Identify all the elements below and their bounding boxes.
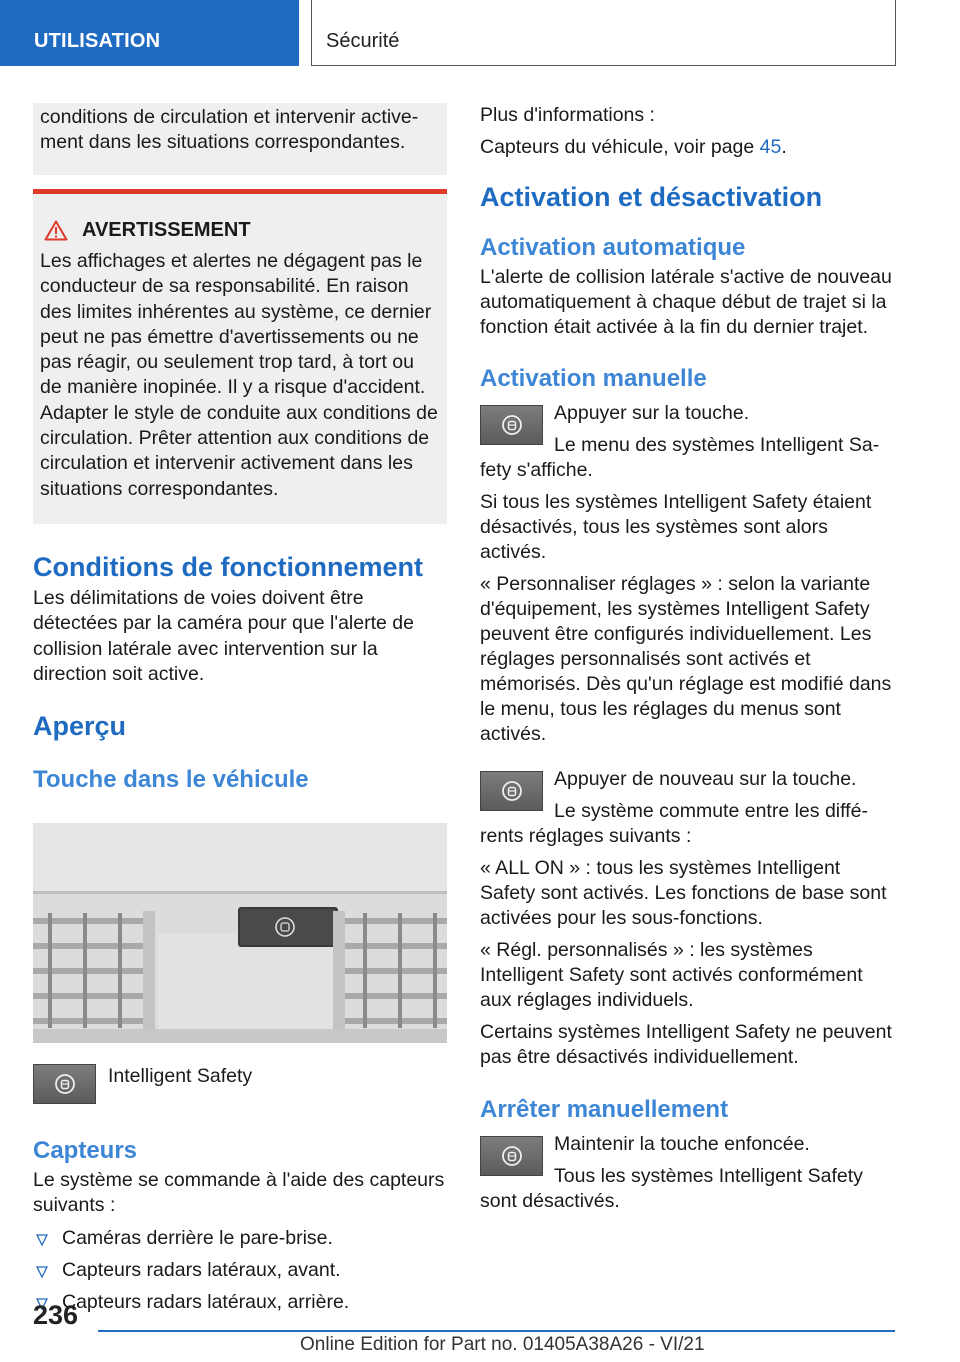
- auto-activation-heading: Activation automatique: [480, 234, 746, 261]
- intelligent-safety-icon: [480, 771, 543, 811]
- topic-title: Sécurité: [326, 30, 400, 52]
- triangle-bullet-icon: [36, 1234, 48, 1246]
- stop-line-2: Tous les systèmes Intelligent Safety sont désactivés.: [480, 1165, 863, 1212]
- topic-tab: [311, 0, 896, 66]
- page-link[interactable]: 45: [759, 136, 782, 158]
- stop-line-1: Maintenir la touche enfoncée.: [554, 1133, 810, 1155]
- manual-activation-heading: Activation manuelle: [480, 365, 707, 392]
- list-item: Caméras derrière le pare-brise.: [33, 1226, 447, 1251]
- warning-title: AVERTISSEMENT: [82, 219, 251, 241]
- right-column: [480, 103, 896, 1214]
- manual-step-2-line-2: Le système commute entre les différents réglages suivants :: [480, 800, 868, 847]
- dashboard-illustration: [33, 823, 447, 1043]
- auto-activation-text: L'alerte de collision latérale s'active de nouveau automatiquement à chaque début de trajet si la fonction était activée à la fin du dernier trajet.: [480, 266, 892, 338]
- warning-header: [40, 218, 440, 243]
- page-number: 236: [33, 1300, 79, 1330]
- intelligent-safety-label: Intelligent Safety: [108, 1065, 253, 1088]
- footer-divider: [98, 1330, 895, 1332]
- manual-step-1-line-1: Appuyer sur la touche.: [554, 402, 750, 424]
- intelligent-safety-icon: [33, 1064, 96, 1104]
- manual-paragraph-1: Si tous les systèmes Intelligent Safety étaient désactivés, tous les systèmes sont alors activés.: [480, 491, 872, 563]
- left-column: [33, 103, 447, 1322]
- manual-paragraph-5: Certains systèmes Intelligent Safety ne peuvent pas être désactivés individuellement.: [480, 1021, 892, 1068]
- list-item: Capteurs radars latéraux, arrière.: [33, 1290, 447, 1315]
- more-info-label: Plus d'informations :: [480, 104, 655, 126]
- button-section-heading: Touche dans le véhicule: [33, 766, 309, 794]
- stop-step: [480, 1132, 896, 1214]
- stop-heading: Arrêter manuellement: [480, 1096, 729, 1123]
- conditions-text: Les délimitations de voies doivent être détectées par la caméra pour que l'alerte de collision latérale avec intervention sur la direction soit active.: [33, 586, 414, 685]
- sensors-reference: Capteurs du véhicule, voir page 45.: [480, 136, 787, 158]
- vehicle-button-photo: [33, 823, 447, 1043]
- sensors-text: Le système se commande à l'aide des capteurs suivants :: [33, 1169, 445, 1217]
- manual-step-1-line-2: Le menu des systèmes Intelligent Safety s'affiche.: [480, 434, 880, 481]
- intro-box: [33, 103, 447, 175]
- manual-step-1: [480, 401, 896, 483]
- manual-paragraph-3: « ALL ON » : tous les systèmes Intelligent Safety sont activés. Les fonctions de base sont activées pour les sous-fonctions.: [480, 857, 887, 929]
- manual-step-2: [480, 767, 896, 849]
- intelligent-safety-legend: [33, 1064, 447, 1106]
- triangle-bullet-icon: [36, 1266, 48, 1278]
- manual-paragraph-4: « Régl. personnalisés » : les systèmes Intelligent Safety sont activés conformément aux réglages individuels.: [480, 939, 863, 1011]
- conditions-heading: Conditions de fonctionnement: [33, 551, 423, 582]
- list-item: Capteurs radars latéraux, avant.: [33, 1258, 447, 1283]
- warning-text: Les affichages et alertes ne dégagent pas le conducteur de sa responsabilité. En raison des limites inhérentes au système, ce dernier peut ne pas émettre d'avertissements ou ne pas réagir, ou seulement trop tard, à tort ou de manière inopinée. Il y a risque d'accident. Adapter le style de conduite aux conditions de circulation. Prêter attention aux conditions de circulation et intervenir activement dans les situations correspondantes.: [40, 250, 438, 500]
- manual-step-2-line-1: Appuyer de nouveau sur la touche.: [554, 768, 857, 790]
- intelligent-safety-icon: [480, 405, 543, 445]
- edition-info: Online Edition for Part no. 01405A38A26 - VI/21: [300, 1334, 705, 1355]
- intro-text: conditions de circulation et intervenir activement dans les situations correspondantes.: [40, 106, 419, 153]
- chapter-tab: [0, 0, 299, 66]
- overview-heading: Aperçu: [33, 711, 127, 742]
- chapter-title: UTILISATION: [34, 30, 161, 52]
- warning-triangle-icon: [44, 220, 68, 241]
- manual-paragraph-2: « Personnaliser réglages » : selon la variante d'équipement, les systèmes Intelligent Safety peuvent être configurés individuellement. Les réglages personnalisés sont activés et mémorisés. Dès qu'un réglage est modifié dans le menu, tous les réglages du menus sont activés.: [480, 573, 892, 745]
- sensors-list: [33, 1226, 447, 1315]
- activation-heading: Activation et désactivation: [480, 182, 823, 212]
- sensors-heading: Capteurs: [33, 1137, 138, 1165]
- warning-box: [33, 189, 447, 524]
- intelligent-safety-icon: [480, 1136, 543, 1176]
